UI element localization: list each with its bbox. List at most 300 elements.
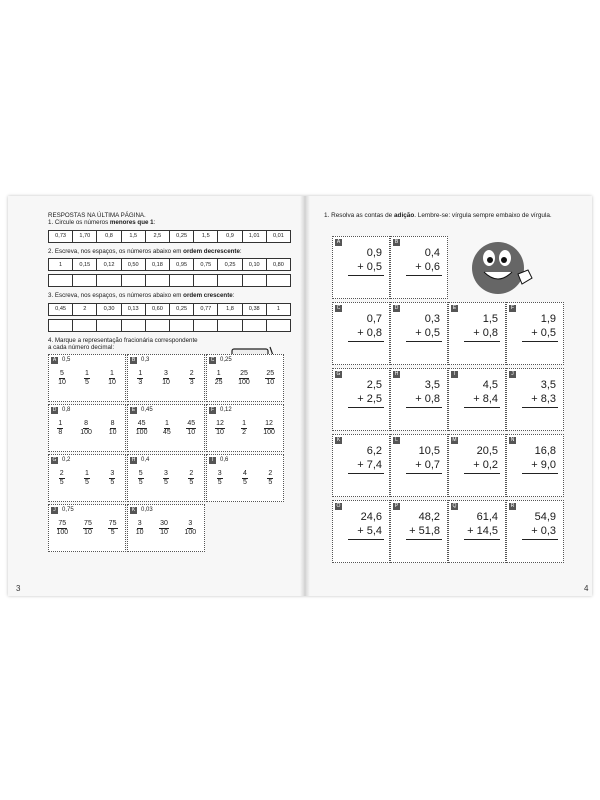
fraction-option[interactable] bbox=[59, 470, 65, 487]
smiling-ball-illustration bbox=[462, 238, 540, 298]
fraction-option[interactable] bbox=[57, 420, 63, 437]
question-4-line2: a cada número decimal: bbox=[48, 344, 115, 352]
number-cell: 0,25 bbox=[217, 258, 242, 271]
box-letter-tag: N bbox=[510, 437, 515, 443]
addition-problem-box[interactable] bbox=[390, 368, 448, 431]
addend-2: + 7,4 bbox=[357, 459, 382, 471]
denominator: 5 bbox=[164, 479, 168, 487]
sum-line bbox=[406, 539, 442, 540]
number-cell: 0,38 bbox=[242, 303, 267, 316]
number-cell: 0,30 bbox=[96, 303, 121, 316]
box-letter-tag: E bbox=[131, 407, 136, 414]
denominator: 5 bbox=[138, 479, 143, 487]
fraction-option[interactable] bbox=[159, 520, 169, 537]
addend-2: + 14,5 bbox=[467, 525, 498, 537]
number-cell: 0,45 bbox=[48, 303, 73, 316]
sum-line bbox=[464, 407, 500, 408]
box-letter-tag: F bbox=[210, 407, 215, 414]
addend-1: 61,4 bbox=[476, 511, 498, 523]
denominator: 10 bbox=[160, 529, 168, 537]
q1-number-row bbox=[48, 230, 290, 243]
addend-2: + 0,8 bbox=[473, 327, 498, 339]
addend-2: + 8,4 bbox=[473, 393, 498, 405]
addition-problem-box[interactable] bbox=[448, 302, 506, 365]
fraction-option[interactable] bbox=[80, 420, 92, 437]
sum-line bbox=[522, 473, 558, 474]
answer-blank-cell[interactable] bbox=[242, 274, 267, 287]
number-cell: 0,95 bbox=[169, 258, 194, 271]
number-cell: 0,12 bbox=[96, 258, 121, 271]
addend-2: + 5,4 bbox=[357, 525, 382, 537]
sum-line bbox=[348, 341, 384, 342]
sum-line bbox=[464, 539, 500, 540]
right-page-number: 4 bbox=[584, 584, 589, 593]
addend-2: + 51,8 bbox=[409, 525, 440, 537]
addition-problem-box[interactable] bbox=[506, 434, 564, 497]
addend-2: + 8,3 bbox=[531, 393, 556, 405]
number-cell: 0,77 bbox=[193, 303, 218, 316]
addend-2: + 0,8 bbox=[415, 393, 440, 405]
fraction-choice-box bbox=[127, 504, 205, 552]
denominator: 3 bbox=[189, 379, 194, 387]
q3-number-row bbox=[48, 303, 290, 316]
denominator: 10 bbox=[162, 379, 170, 387]
answer-blank-cell[interactable] bbox=[193, 274, 218, 287]
numerator: 3 bbox=[110, 470, 115, 478]
addend-1: 3,5 bbox=[540, 379, 556, 391]
book-gutter bbox=[300, 196, 310, 596]
addend-2: + 0,5 bbox=[357, 261, 382, 273]
addition-problem-box[interactable] bbox=[332, 302, 390, 365]
fraction-option[interactable] bbox=[56, 520, 68, 537]
fraction-option[interactable] bbox=[267, 470, 273, 487]
right-page bbox=[324, 212, 562, 537]
numerator: 5 bbox=[60, 370, 64, 378]
box-letter-tag: A bbox=[52, 357, 57, 364]
fraction-choice-box bbox=[48, 504, 126, 552]
box-letter-tag: H bbox=[394, 371, 399, 377]
fraction-choice-box bbox=[127, 404, 205, 452]
answer-blank-cell[interactable] bbox=[48, 319, 73, 332]
q2-answer-row bbox=[48, 274, 290, 287]
answer-blank-cell[interactable] bbox=[169, 274, 194, 287]
box-letter-tag: Q bbox=[452, 503, 457, 509]
denominator: 5 bbox=[268, 479, 273, 487]
box-letter-tag: C bbox=[336, 305, 341, 311]
box-letter-tag: I bbox=[451, 371, 458, 378]
denominator: 5 bbox=[85, 379, 89, 387]
denominator: 100 bbox=[135, 429, 148, 437]
numerator: 1 bbox=[164, 420, 169, 428]
box-letter-tag: B bbox=[131, 357, 136, 364]
addend-2: + 0,5 bbox=[415, 327, 440, 339]
fraction-option[interactable] bbox=[136, 520, 144, 537]
denominator: 5 bbox=[217, 479, 222, 487]
number-cell: 1,01 bbox=[242, 230, 267, 243]
addend-2: + 0,3 bbox=[531, 525, 556, 537]
decimal-value: 0,45 bbox=[141, 407, 153, 414]
answer-blank-cell[interactable] bbox=[121, 319, 146, 332]
numerator: 3 bbox=[164, 370, 168, 378]
question-1-text: 1. Circule os números menores que 1: bbox=[48, 219, 156, 227]
numerator: 2 bbox=[268, 470, 273, 478]
number-cell: 2 bbox=[72, 303, 97, 316]
fraction-option[interactable] bbox=[109, 470, 115, 487]
addend-1: 0,4 bbox=[424, 247, 440, 259]
fraction-options bbox=[128, 420, 204, 437]
answer-blank-cell[interactable] bbox=[169, 319, 194, 332]
addend-1: 0,9 bbox=[366, 247, 382, 259]
box-letter-tag: C bbox=[210, 357, 215, 364]
addition-problem-box[interactable] bbox=[332, 500, 390, 563]
denominator: 100 bbox=[80, 429, 92, 437]
numerator: 75 bbox=[58, 520, 67, 528]
addition-problem-box[interactable] bbox=[506, 302, 564, 365]
sum-line bbox=[348, 407, 384, 408]
addend-2: + 0,2 bbox=[473, 459, 498, 471]
fraction-options bbox=[49, 520, 125, 537]
sum-line bbox=[464, 473, 500, 474]
denominator: 10 bbox=[84, 529, 92, 537]
fraction-options bbox=[207, 370, 283, 387]
denominator: 8 bbox=[58, 429, 63, 437]
fraction-option[interactable] bbox=[265, 370, 275, 387]
fraction-options bbox=[49, 370, 125, 387]
fraction-option[interactable] bbox=[188, 470, 194, 487]
fraction-option[interactable] bbox=[58, 370, 66, 387]
addition-problem-box[interactable] bbox=[390, 236, 448, 299]
fraction-options bbox=[49, 420, 125, 437]
fraction-option[interactable] bbox=[189, 370, 195, 387]
fraction-options bbox=[207, 470, 283, 487]
numerator: 3 bbox=[217, 470, 222, 478]
addend-2: + 0,7 bbox=[415, 459, 440, 471]
addend-2: + 0,5 bbox=[531, 327, 556, 339]
fraction-choice-box bbox=[206, 354, 284, 402]
fraction-option[interactable] bbox=[163, 470, 169, 487]
decimal-value: 0,5 bbox=[62, 357, 71, 364]
denominator: 100 bbox=[238, 379, 250, 387]
denominator: 5 bbox=[110, 479, 115, 487]
fraction-box-grid bbox=[48, 354, 286, 554]
denominator: 45 bbox=[163, 429, 171, 437]
sum-line bbox=[522, 407, 558, 408]
addend-1: 20,5 bbox=[476, 445, 498, 457]
question-3 bbox=[48, 292, 290, 331]
fraction-option[interactable] bbox=[215, 370, 223, 387]
box-letter-tag: M bbox=[452, 437, 457, 443]
numerator: 1 bbox=[110, 370, 114, 378]
answer-blank-cell[interactable] bbox=[266, 274, 291, 287]
fraction-option[interactable] bbox=[242, 470, 248, 487]
number-cell: 0,80 bbox=[266, 258, 291, 271]
fraction-option[interactable] bbox=[136, 420, 148, 437]
number-cell: 0,25 bbox=[169, 303, 194, 316]
numerator: 1 bbox=[242, 420, 246, 428]
denominator: 100 bbox=[56, 529, 69, 537]
numerator: 8 bbox=[110, 420, 115, 428]
number-cell: 0,10 bbox=[242, 258, 267, 271]
denominator: 10 bbox=[135, 529, 144, 537]
fraction-options bbox=[128, 520, 204, 537]
sum-line bbox=[406, 473, 442, 474]
fraction-option[interactable] bbox=[217, 470, 223, 487]
numerator: 45 bbox=[137, 420, 146, 428]
denominator: 2 bbox=[242, 429, 246, 437]
box-letter-tag: E bbox=[452, 305, 457, 311]
box-letter-tag: G bbox=[336, 371, 341, 377]
addition-problem-box[interactable] bbox=[448, 434, 506, 497]
answer-blank-cell[interactable] bbox=[72, 319, 97, 332]
number-cell: 0,25 bbox=[169, 230, 194, 243]
denominator: 5 bbox=[243, 479, 247, 487]
box-letter-tag: G bbox=[52, 457, 57, 464]
addend-1: 24,6 bbox=[360, 511, 382, 523]
numerator: 5 bbox=[138, 470, 143, 478]
box-letter-tag: K bbox=[131, 507, 136, 514]
denominator: 10 bbox=[58, 379, 66, 387]
question-1 bbox=[48, 219, 290, 242]
addition-problem-box[interactable] bbox=[448, 500, 506, 563]
numerator: 1 bbox=[138, 370, 143, 378]
fraction-option[interactable] bbox=[109, 420, 117, 437]
numerator: 12 bbox=[216, 420, 224, 428]
addend-1: 0,3 bbox=[424, 313, 440, 325]
denominator: 100 bbox=[184, 529, 197, 537]
numerator: 25 bbox=[240, 370, 248, 378]
addend-1: 6,2 bbox=[366, 445, 382, 457]
numerator: 25 bbox=[266, 370, 275, 378]
decimal-value: 0,8 bbox=[62, 407, 71, 414]
denominator: 10 bbox=[266, 379, 275, 387]
fraction-options bbox=[49, 470, 125, 487]
addition-problem-box[interactable] bbox=[390, 434, 448, 497]
fraction-option[interactable] bbox=[215, 420, 225, 437]
box-letter-tag: F bbox=[510, 305, 515, 311]
numerator: 1 bbox=[85, 370, 89, 378]
numerator: 2 bbox=[189, 470, 194, 478]
number-cell: 2,5 bbox=[145, 230, 170, 243]
fraction-option[interactable] bbox=[238, 370, 250, 387]
answer-blank-cell[interactable] bbox=[242, 319, 267, 332]
fraction-option[interactable] bbox=[263, 420, 275, 437]
addition-problem-box[interactable] bbox=[390, 500, 448, 563]
number-cell: 0,01 bbox=[266, 230, 291, 243]
decimal-value: 0,3 bbox=[141, 357, 150, 364]
denominator: 10 bbox=[216, 429, 224, 437]
fraction-choice-box bbox=[127, 454, 205, 502]
fraction-option[interactable] bbox=[163, 420, 171, 437]
box-letter-tag: A bbox=[336, 239, 341, 245]
decimal-value: 0,25 bbox=[220, 357, 232, 364]
fraction-option[interactable] bbox=[84, 470, 90, 487]
q2-number-row bbox=[48, 258, 290, 271]
numerator: 30 bbox=[160, 520, 168, 528]
denominator: 5 bbox=[85, 479, 89, 487]
number-cell: 1,70 bbox=[72, 230, 97, 243]
box-letter-tag: O bbox=[336, 503, 341, 509]
box-letter-tag: B bbox=[394, 239, 399, 245]
decimal-value: 0,12 bbox=[220, 407, 232, 414]
box-letter-tag: J bbox=[509, 371, 516, 378]
number-cell: 0,60 bbox=[145, 303, 170, 316]
question-3-text: 3. Escreva, nos espaços, os números abaixo em ordem crescente: bbox=[48, 292, 235, 300]
decimal-value: 0,03 bbox=[141, 507, 153, 514]
addend-2: + 0,6 bbox=[415, 261, 440, 273]
fraction-option[interactable] bbox=[137, 370, 143, 387]
answer-blank-cell[interactable] bbox=[145, 274, 170, 287]
addition-problem-box[interactable] bbox=[332, 236, 390, 299]
answer-blank-cell[interactable] bbox=[217, 319, 242, 332]
fraction-option[interactable] bbox=[162, 370, 170, 387]
number-cell: 1 bbox=[266, 303, 291, 316]
answers-note: RESPOSTAS NA ÚLTIMA PÁGINA. bbox=[48, 212, 146, 219]
number-cell: 0,13 bbox=[121, 303, 146, 316]
number-cell: 0,75 bbox=[193, 258, 218, 271]
addition-instruction: 1. Resolva as contas de adição. Lembre-se: vírgula sempre embaixo de vírgula. bbox=[324, 212, 552, 219]
fraction-choice-box bbox=[48, 404, 126, 452]
addend-1: 10,5 bbox=[418, 445, 440, 457]
numerator: 1 bbox=[58, 420, 63, 428]
fraction-choice-box bbox=[48, 454, 126, 502]
fraction-option[interactable] bbox=[108, 520, 118, 537]
numerator: 12 bbox=[265, 420, 273, 428]
denominator: 5 bbox=[189, 479, 194, 487]
denominator: 5 bbox=[110, 529, 115, 537]
numerator: 1 bbox=[85, 470, 89, 478]
addition-problem-box[interactable] bbox=[332, 434, 390, 497]
addition-problem-box[interactable] bbox=[506, 368, 564, 431]
fraction-option[interactable] bbox=[108, 370, 116, 387]
addend-1: 3,5 bbox=[424, 379, 440, 391]
fraction-choice-box bbox=[206, 454, 284, 502]
numerator: 75 bbox=[84, 520, 92, 528]
numerator: 45 bbox=[187, 420, 196, 428]
number-cell: 1,5 bbox=[193, 230, 218, 243]
fraction-option[interactable] bbox=[83, 520, 93, 537]
fraction-option[interactable] bbox=[186, 420, 196, 437]
sum-line bbox=[406, 407, 442, 408]
denominator: 10 bbox=[187, 429, 196, 437]
addend-2: + 2,5 bbox=[357, 393, 382, 405]
answer-blank-cell[interactable] bbox=[193, 319, 218, 332]
decimal-value: 0,2 bbox=[62, 457, 71, 464]
box-letter-tag: I bbox=[209, 457, 216, 464]
sum-line bbox=[464, 341, 500, 342]
number-cell: 1 bbox=[48, 258, 73, 271]
question-4-line1: 4. Marque a representação fracionária correspondente bbox=[48, 336, 198, 344]
decimal-value: 0,4 bbox=[141, 457, 150, 464]
sum-line bbox=[348, 539, 384, 540]
fraction-choice-box bbox=[127, 354, 205, 402]
box-letter-tag: H bbox=[131, 457, 136, 464]
number-cell: 0,8 bbox=[96, 230, 121, 243]
box-letter-tag: L bbox=[393, 437, 400, 444]
number-cell: 0,15 bbox=[72, 258, 97, 271]
number-cell: 0,9 bbox=[217, 230, 242, 243]
answer-blank-cell[interactable] bbox=[96, 274, 121, 287]
number-cell: 1,5 bbox=[121, 230, 146, 243]
fraction-option[interactable] bbox=[138, 470, 144, 487]
question-2 bbox=[48, 248, 290, 287]
numerator: 1 bbox=[216, 370, 221, 378]
addition-problem-box[interactable] bbox=[506, 500, 564, 563]
box-letter-tag: J bbox=[51, 507, 58, 514]
answer-blank-cell[interactable] bbox=[48, 274, 73, 287]
box-letter-tag: D bbox=[394, 305, 399, 311]
sum-line bbox=[522, 341, 558, 342]
denominator: 10 bbox=[108, 429, 117, 437]
addend-1: 2,5 bbox=[366, 379, 382, 391]
number-cell: 0,18 bbox=[145, 258, 170, 271]
denominator: 10 bbox=[108, 379, 116, 387]
addend-1: 4,5 bbox=[482, 379, 498, 391]
addend-1: 48,2 bbox=[418, 511, 440, 523]
addend-1: 1,5 bbox=[482, 313, 498, 325]
question-4 bbox=[48, 337, 290, 555]
fraction-options bbox=[128, 470, 204, 487]
box-letter-tag: P bbox=[394, 503, 399, 509]
numerator: 3 bbox=[188, 520, 193, 528]
denominator: 3 bbox=[138, 379, 143, 387]
numerator: 75 bbox=[108, 520, 117, 528]
sum-line bbox=[348, 473, 384, 474]
sum-line bbox=[522, 539, 558, 540]
left-page-number: 3 bbox=[16, 584, 21, 593]
addend-1: 0,7 bbox=[366, 313, 382, 325]
sum-line bbox=[348, 275, 384, 276]
addend-2: + 9,0 bbox=[531, 459, 556, 471]
book-spread bbox=[8, 196, 592, 596]
numerator: 2 bbox=[189, 370, 194, 378]
answer-blank-cell[interactable] bbox=[96, 319, 121, 332]
fraction-option[interactable] bbox=[185, 520, 197, 537]
fraction-option[interactable] bbox=[84, 370, 90, 387]
denominator: 100 bbox=[263, 429, 275, 437]
q3-answer-row bbox=[48, 319, 290, 332]
addend-1: 54,9 bbox=[534, 511, 556, 523]
answer-blank-cell[interactable] bbox=[121, 274, 146, 287]
number-cell: 1,8 bbox=[217, 303, 242, 316]
answer-blank-cell[interactable] bbox=[145, 319, 170, 332]
sum-line bbox=[406, 341, 442, 342]
fraction-options bbox=[207, 420, 283, 437]
fraction-option[interactable] bbox=[241, 420, 247, 437]
numerator: 3 bbox=[164, 470, 168, 478]
addition-problem-box[interactable] bbox=[390, 302, 448, 365]
question-2-text: 2. Escreva, nos espaços, os números abaixo em ordem decrescente: bbox=[48, 247, 242, 255]
numerator: 8 bbox=[84, 420, 88, 428]
addend-2: + 0,8 bbox=[357, 327, 382, 339]
box-letter-tag: K bbox=[336, 437, 341, 443]
denominator: 5 bbox=[59, 479, 64, 487]
decimal-value: 0,6 bbox=[220, 457, 229, 464]
addition-problem-box[interactable] bbox=[448, 368, 506, 431]
answer-blank-cell[interactable] bbox=[217, 274, 242, 287]
answer-blank-cell[interactable] bbox=[72, 274, 97, 287]
addend-1: 1,9 bbox=[540, 313, 556, 325]
answer-blank-cell[interactable] bbox=[266, 319, 291, 332]
addition-problem-box[interactable] bbox=[332, 368, 390, 431]
fraction-options bbox=[128, 370, 204, 387]
numerator: 4 bbox=[243, 470, 247, 478]
box-letter-tag: R bbox=[510, 503, 515, 509]
left-page bbox=[48, 212, 290, 559]
number-cell: 0,50 bbox=[121, 258, 146, 271]
numerator: 3 bbox=[137, 520, 142, 528]
box-letter-tag: D bbox=[52, 407, 57, 414]
addend-1: 16,8 bbox=[534, 445, 556, 457]
